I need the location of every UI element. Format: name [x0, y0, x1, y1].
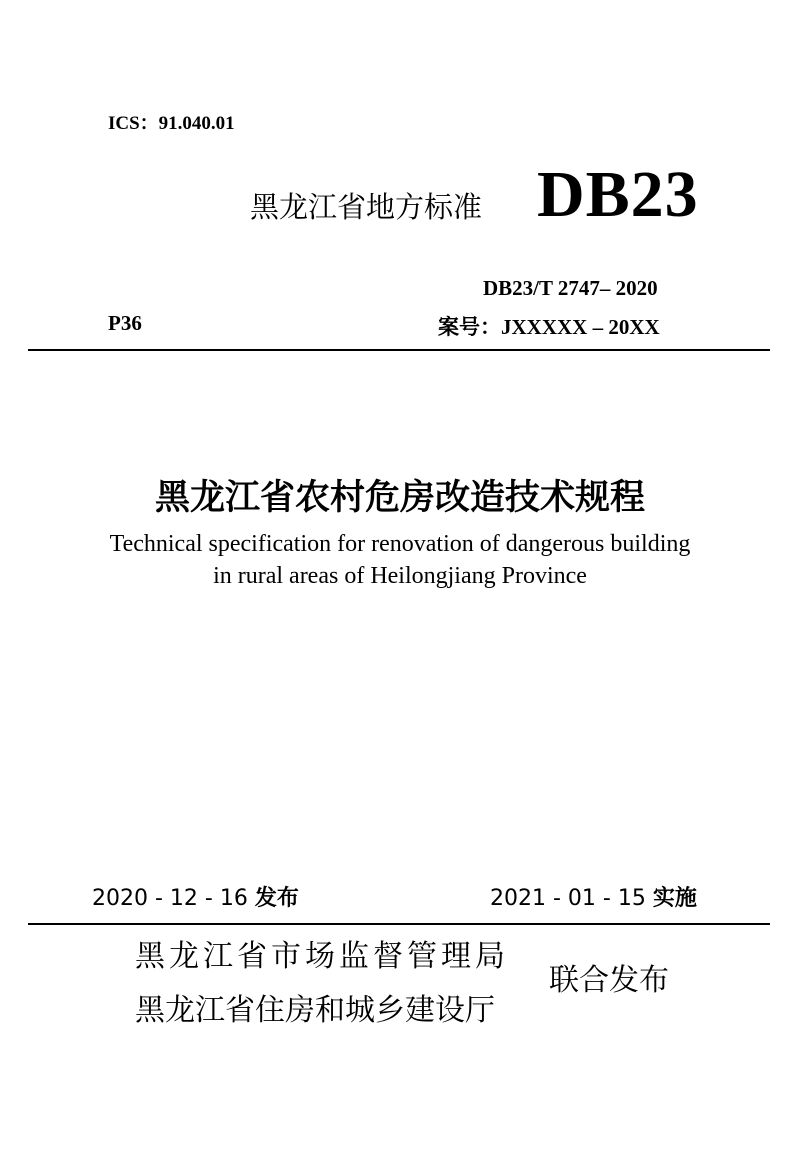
ics-code: ICS：91.040.01: [108, 113, 235, 134]
classification-code: P36: [108, 311, 142, 335]
joint-issue-label: 联合发布: [549, 963, 669, 998]
issuing-authority-1: 黑龙江省市场监督管理局: [135, 939, 509, 974]
issuing-authority-2: 黑龙江省住房和城乡建设厅: [135, 993, 495, 1028]
document-title-english-line1: Technical specification for renovation of dangerous building: [109, 531, 691, 557]
standard-code: DB23: [537, 158, 699, 231]
publish-date: [92, 881, 299, 912]
publish-date-value: 2020 - 12 - 16: [92, 886, 248, 911]
implement-date-value: 2021 - 01 - 15: [490, 886, 646, 911]
footer-divider: [28, 923, 770, 925]
implement-date: [490, 881, 697, 912]
publish-label: 发布: [254, 886, 299, 911]
document-title-english-line2: in rural areas of Heilongjiang Province: [213, 563, 587, 589]
header-divider: [28, 349, 770, 351]
standard-label: 黑龙江省地方标准: [250, 190, 483, 224]
implement-label: 实施: [652, 886, 697, 911]
record-number: 案号：JXXXXX – 20XX: [438, 315, 660, 339]
document-title-chinese: 黑龙江省农村危房改造技术规程: [154, 478, 645, 518]
standard-number: DB23/T 2747– 2020: [483, 276, 658, 300]
